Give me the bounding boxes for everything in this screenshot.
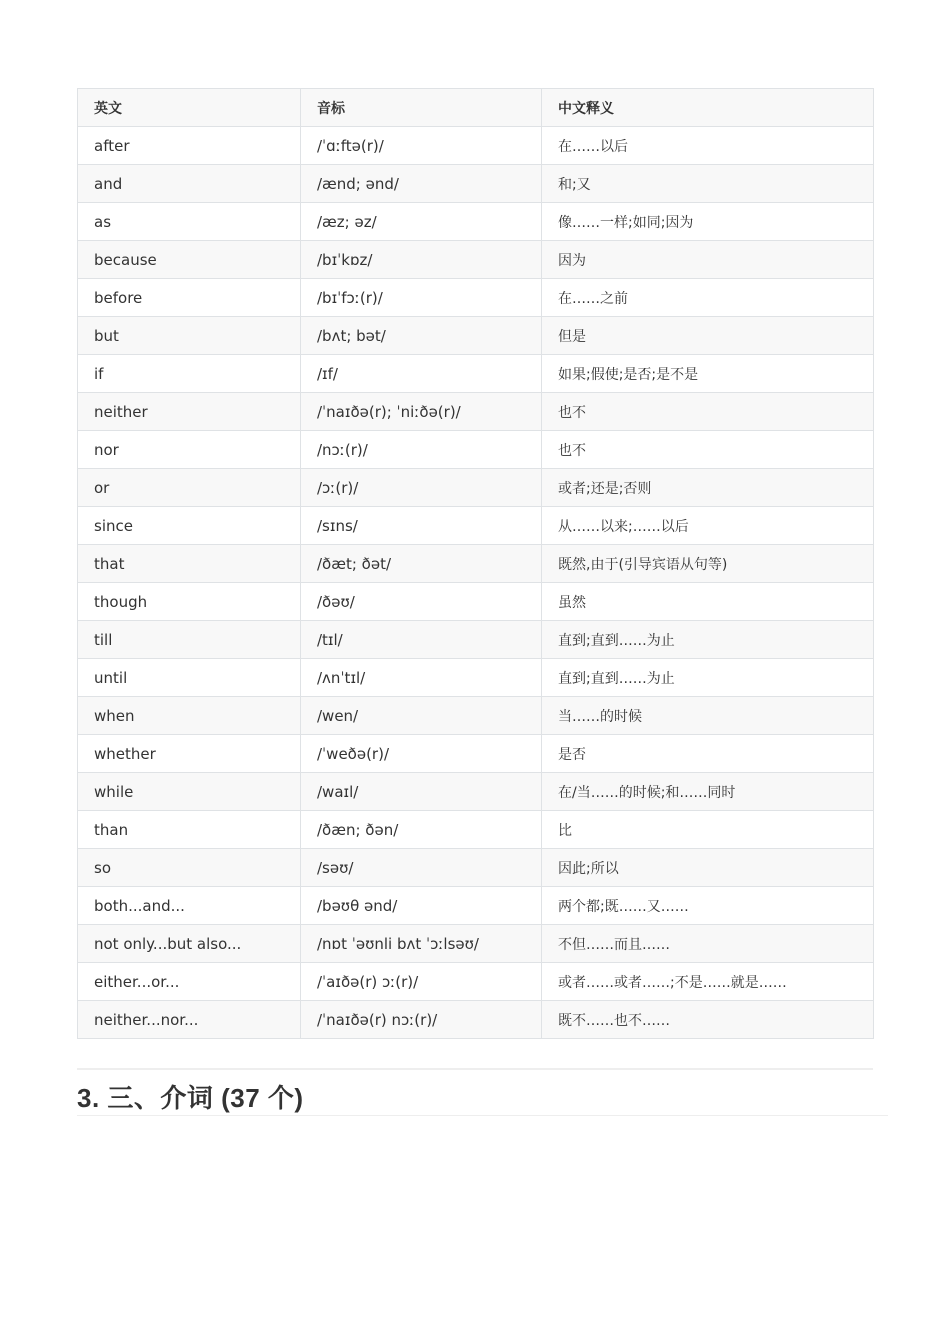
- table-header-row: [78, 89, 874, 127]
- cell-meaning: 直到;直到……为止: [542, 659, 874, 697]
- cell-english: after: [78, 127, 301, 165]
- cell-meaning: 虽然: [542, 583, 874, 621]
- cell-english: until: [78, 659, 301, 697]
- cell-meaning: 或者;还是;否则: [542, 469, 874, 507]
- cell-english: not only...but also...: [78, 925, 301, 963]
- cell-english: and: [78, 165, 301, 203]
- table-row: [78, 127, 874, 165]
- cell-english: till: [78, 621, 301, 659]
- cell-english: neither: [78, 393, 301, 431]
- cell-phonetic: /ˈnaɪðə(r) nɔː(r)/: [301, 1001, 542, 1039]
- cell-meaning: 因为: [542, 241, 874, 279]
- table-row: [78, 697, 874, 735]
- cell-english: before: [78, 279, 301, 317]
- cell-phonetic: /bəʊθ ənd/: [301, 887, 542, 925]
- cell-phonetic: /ˈnaɪðə(r); ˈniːðə(r)/: [301, 393, 542, 431]
- cell-english: but: [78, 317, 301, 355]
- cell-phonetic: /bʌt; bət/: [301, 317, 542, 355]
- cell-meaning: 两个都;既……又……: [542, 887, 874, 925]
- table-row: [78, 925, 874, 963]
- table-row: [78, 355, 874, 393]
- cell-english: so: [78, 849, 301, 887]
- cell-english: than: [78, 811, 301, 849]
- cell-meaning: 和;又: [542, 165, 874, 203]
- cell-english: or: [78, 469, 301, 507]
- table-row: [78, 811, 874, 849]
- table-row: [78, 1001, 874, 1039]
- cell-phonetic: /wen/: [301, 697, 542, 735]
- cell-phonetic: /æz; əz/: [301, 203, 542, 241]
- table-row: [78, 887, 874, 925]
- cell-english: either...or...: [78, 963, 301, 1001]
- cell-phonetic: /ðəʊ/: [301, 583, 542, 621]
- cell-meaning: 从……以来;……以后: [542, 507, 874, 545]
- cell-english: because: [78, 241, 301, 279]
- cell-meaning: 因此;所以: [542, 849, 874, 887]
- cell-meaning: 但是: [542, 317, 874, 355]
- header-chinese-meaning: 中文释义: [542, 89, 874, 127]
- table-row: [78, 963, 874, 1001]
- section-heading: 3. 三、介词 (37 个): [77, 1083, 304, 1113]
- cell-meaning: 既然,由于(引导宾语从句等): [542, 545, 874, 583]
- heading-underline: [77, 1115, 888, 1116]
- cell-english: when: [78, 697, 301, 735]
- cell-meaning: 直到;直到……为止: [542, 621, 874, 659]
- vocabulary-table: [77, 88, 874, 1039]
- table-row: [78, 735, 874, 773]
- cell-phonetic: /nɒt ˈəʊnli bʌt ˈɔːlsəʊ/: [301, 925, 542, 963]
- cell-english: while: [78, 773, 301, 811]
- header-phonetic: 音标: [301, 89, 542, 127]
- cell-meaning: 或者……或者……;不是……就是……: [542, 963, 874, 1001]
- cell-phonetic: /ʌnˈtɪl/: [301, 659, 542, 697]
- cell-phonetic: /ˈaɪðə(r) ɔː(r)/: [301, 963, 542, 1001]
- cell-meaning: 也不: [542, 431, 874, 469]
- table-body: [78, 127, 874, 1039]
- table-row: [78, 241, 874, 279]
- cell-phonetic: /ðæn; ðən/: [301, 811, 542, 849]
- cell-meaning: 也不: [542, 393, 874, 431]
- cell-meaning: 既不……也不……: [542, 1001, 874, 1039]
- cell-phonetic: /ˈɑːftə(r)/: [301, 127, 542, 165]
- table-row: [78, 545, 874, 583]
- table-row: [78, 431, 874, 469]
- cell-phonetic: /bɪˈkɒz/: [301, 241, 542, 279]
- header-english: 英文: [78, 89, 301, 127]
- cell-meaning: 当……的时候: [542, 697, 874, 735]
- table-row: [78, 469, 874, 507]
- table-row: [78, 849, 874, 887]
- table-row: [78, 317, 874, 355]
- cell-phonetic: /waɪl/: [301, 773, 542, 811]
- cell-meaning: 在/当……的时候;和……同时: [542, 773, 874, 811]
- table-row: [78, 165, 874, 203]
- table-row: [78, 583, 874, 621]
- cell-meaning: 像……一样;如同;因为: [542, 203, 874, 241]
- cell-english: nor: [78, 431, 301, 469]
- cell-english: since: [78, 507, 301, 545]
- cell-english: if: [78, 355, 301, 393]
- table-row: [78, 659, 874, 697]
- cell-english: both...and...: [78, 887, 301, 925]
- table-row: [78, 203, 874, 241]
- table-row: [78, 393, 874, 431]
- table-row: [78, 507, 874, 545]
- cell-meaning: 在……以后: [542, 127, 874, 165]
- table-row: [78, 773, 874, 811]
- cell-phonetic: /tɪl/: [301, 621, 542, 659]
- cell-english: whether: [78, 735, 301, 773]
- cell-phonetic: /səʊ/: [301, 849, 542, 887]
- cell-phonetic: /ænd; ənd/: [301, 165, 542, 203]
- cell-phonetic: /nɔː(r)/: [301, 431, 542, 469]
- table-row: [78, 621, 874, 659]
- section-divider: [77, 1068, 873, 1070]
- table-row: [78, 279, 874, 317]
- cell-phonetic: /bɪˈfɔː(r)/: [301, 279, 542, 317]
- cell-phonetic: /sɪns/: [301, 507, 542, 545]
- cell-english: though: [78, 583, 301, 621]
- cell-english: that: [78, 545, 301, 583]
- cell-meaning: 在……之前: [542, 279, 874, 317]
- cell-meaning: 如果;假使;是否;是不是: [542, 355, 874, 393]
- cell-phonetic: /ɪf/: [301, 355, 542, 393]
- cell-phonetic: /ɔː(r)/: [301, 469, 542, 507]
- cell-meaning: 比: [542, 811, 874, 849]
- cell-english: neither...nor...: [78, 1001, 301, 1039]
- cell-phonetic: /ˈweðə(r)/: [301, 735, 542, 773]
- cell-phonetic: /ðæt; ðət/: [301, 545, 542, 583]
- cell-meaning: 是否: [542, 735, 874, 773]
- cell-meaning: 不但……而且……: [542, 925, 874, 963]
- cell-english: as: [78, 203, 301, 241]
